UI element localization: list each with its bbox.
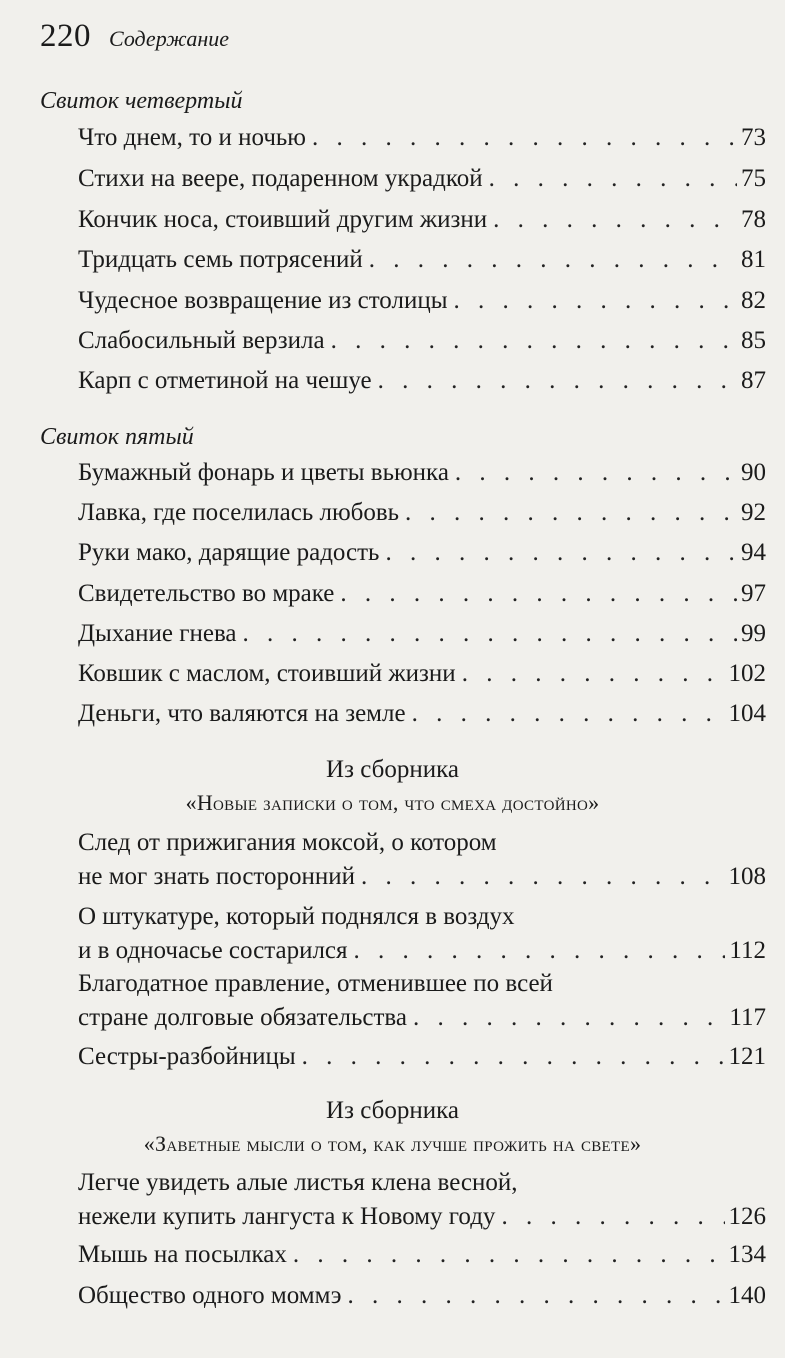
entry-page: 121 <box>728 1043 766 1070</box>
toc-entry[interactable] <box>78 162 766 196</box>
toc-entry[interactable] <box>78 121 766 155</box>
section-title-scroll-five: Свиток пятый <box>40 424 194 450</box>
entry-title: Руки мако, дарящие радость <box>78 539 380 566</box>
leader-dots <box>347 1279 724 1313</box>
entry-title: Свидетельство во мраке <box>78 580 335 607</box>
entry-page: 97 <box>741 580 766 607</box>
leader-dots <box>413 1001 725 1035</box>
entry-page: 104 <box>728 700 766 727</box>
entry-title: Деньги, что валяются на земле <box>78 700 406 727</box>
toc-entry[interactable] <box>78 577 766 611</box>
toc-entry[interactable] <box>78 496 766 530</box>
entry-page: 140 <box>728 1282 766 1309</box>
toc-entry[interactable] <box>78 900 766 968</box>
toc-entry[interactable] <box>78 364 766 398</box>
toc-entry[interactable] <box>78 536 766 570</box>
entry-page: 90 <box>741 459 766 486</box>
entry-title: стране долговые обязательства <box>78 1004 408 1031</box>
leader-dots <box>385 536 737 570</box>
entry-title: Общество одного моммэ <box>78 1282 342 1309</box>
entry-title: Кончик носа, стоивший другим жизни <box>78 206 488 233</box>
toc-entry[interactable] <box>78 1166 766 1234</box>
collection-subtitle: «Заветные мысли о том, как лучше прожить на свете» <box>143 1131 642 1156</box>
entry-title: Лавка, где поселилась любовь <box>78 499 400 526</box>
entry-title: Бумажный фонарь и цветы вьюнка <box>78 459 449 486</box>
entry-page: 75 <box>741 165 766 192</box>
leader-dots <box>331 324 737 358</box>
entry-page: 87 <box>741 367 766 394</box>
collection-heading: Из сборника <box>326 1097 459 1124</box>
entry-title: Сестры-разбойницы <box>78 1043 296 1070</box>
running-title: Содержание <box>109 26 230 51</box>
toc-entry[interactable] <box>78 617 766 651</box>
entry-title: Мышь на посылках <box>78 1241 287 1268</box>
entry-page: 134 <box>728 1241 766 1268</box>
toc-entry[interactable] <box>78 826 766 894</box>
entry-page: 82 <box>741 287 766 314</box>
toc-entry[interactable] <box>78 657 766 691</box>
leader-dots <box>405 496 737 530</box>
leader-dots <box>369 243 737 277</box>
toc-entry[interactable] <box>78 324 766 358</box>
entry-title: Карп с отметиной на чешуе <box>78 367 372 394</box>
leader-dots <box>243 617 737 651</box>
entry-title-first-line: След от прижигания моксой, о котором <box>78 829 497 856</box>
entry-title: Слабосильный верзила <box>78 327 325 354</box>
entry-title: не мог знать посторонний <box>78 863 356 890</box>
page-number: 220 <box>40 18 91 54</box>
section-title-scroll-four: Свиток четвертый <box>40 88 243 114</box>
toc-entry[interactable] <box>78 284 766 318</box>
entry-title: Чудесное возвращение из столицы <box>78 287 448 314</box>
toc-entry[interactable] <box>78 1040 766 1074</box>
toc-entry[interactable] <box>78 243 766 277</box>
entry-title-first-line: Легче увидеть алые листья клена весной, <box>78 1169 518 1196</box>
entry-title-first-line: О штукатуре, который поднялся в воздух <box>78 903 515 930</box>
toc-entry[interactable] <box>78 456 766 490</box>
entry-page: 94 <box>741 539 766 566</box>
collection-heading: Из сборника <box>326 756 459 783</box>
toc-entry[interactable] <box>78 697 766 731</box>
entry-page: 81 <box>741 246 766 273</box>
entry-title: Что днем, то и ночью <box>78 124 306 151</box>
entry-page: 117 <box>729 1004 766 1031</box>
entry-page: 108 <box>728 863 766 890</box>
collection-subtitle: «Новые записки о том, что смеха достойно» <box>185 790 600 815</box>
entry-title: Дыхание гнева <box>78 620 237 647</box>
leader-dots <box>455 456 737 490</box>
entry-page: 73 <box>741 124 766 151</box>
leader-dots <box>412 697 725 731</box>
entry-page: 99 <box>741 620 766 647</box>
entry-title: Стихи на веере, подаренном украдкой <box>78 165 483 192</box>
entry-title: нежели купить лангуста к Новому году <box>78 1203 496 1230</box>
entry-page: 78 <box>741 206 766 233</box>
toc-entry[interactable] <box>78 203 766 237</box>
entry-page: 85 <box>741 327 766 354</box>
leader-dots <box>293 1238 725 1272</box>
leader-dots <box>378 364 737 398</box>
entry-title: Тридцать семь потрясений <box>78 246 363 273</box>
entry-title: Ковшик с маслом, стоивший жизни <box>78 660 456 687</box>
leader-dots <box>312 121 737 155</box>
leader-dots <box>489 162 737 196</box>
leader-dots <box>501 1200 724 1234</box>
toc-entry[interactable] <box>78 967 766 1035</box>
leader-dots <box>361 860 724 894</box>
entry-page: 126 <box>728 1203 766 1230</box>
leader-dots <box>302 1040 725 1074</box>
toc-entry[interactable] <box>78 1279 766 1313</box>
entry-title: и в одночасье состарился <box>78 937 348 964</box>
toc-entry[interactable] <box>78 1238 766 1272</box>
leader-dots <box>462 657 725 691</box>
entry-page: 102 <box>728 660 766 687</box>
leader-dots <box>493 203 737 237</box>
leader-dots <box>340 577 737 611</box>
entry-page: 92 <box>741 499 766 526</box>
leader-dots <box>454 284 738 318</box>
leader-dots <box>354 934 726 968</box>
entry-title-first-line: Благодатное правление, отменившее по всей <box>78 970 553 997</box>
entry-page: 112 <box>729 937 766 964</box>
